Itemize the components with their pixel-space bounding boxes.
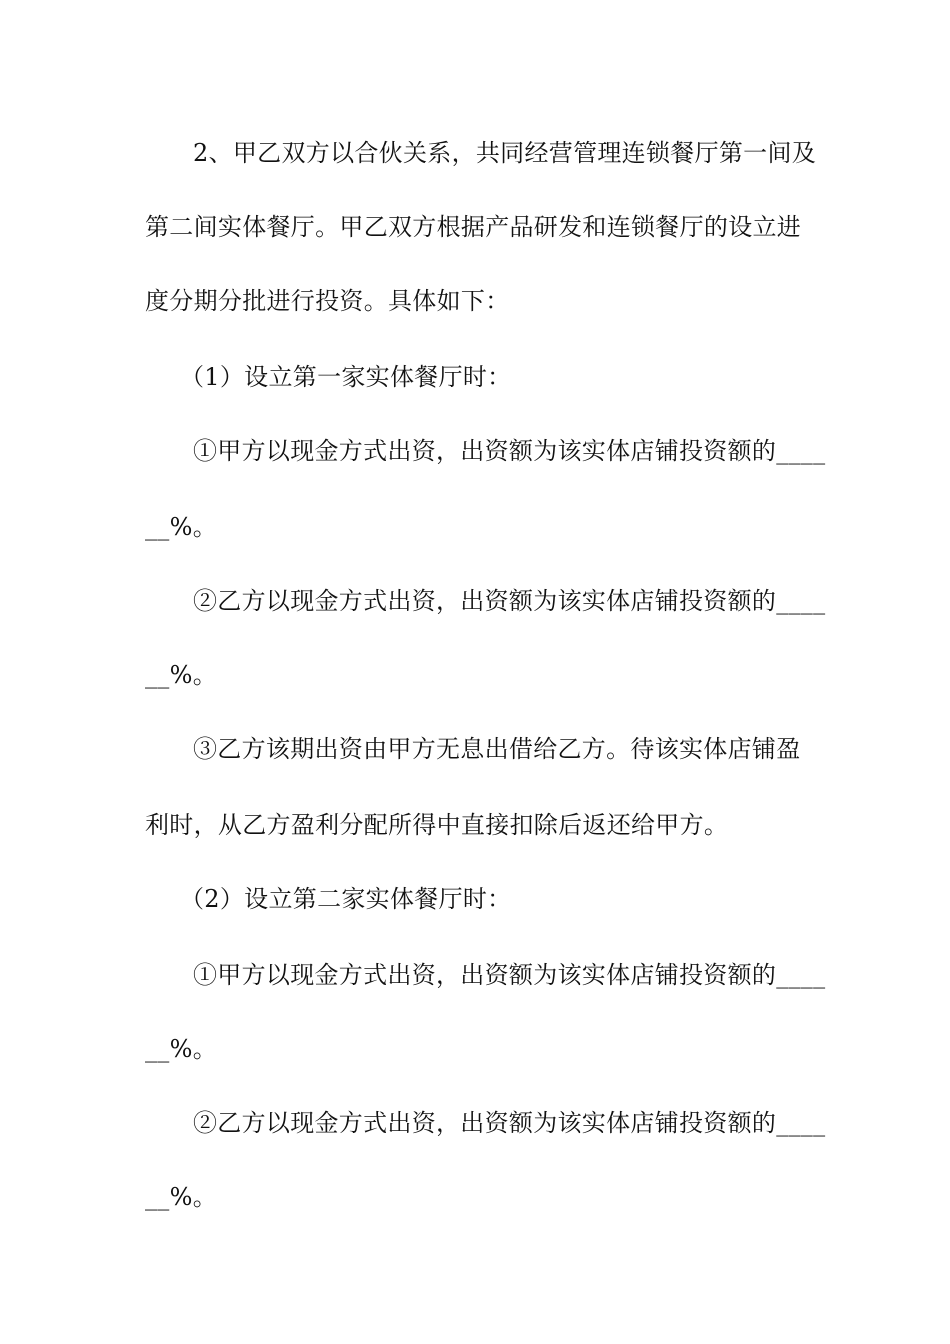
item-1-3-line-2: 利时，从乙方盈利分配所得中直接扣除后返还给甲方。	[145, 811, 729, 839]
item-1-2-line-1: ②乙方以现金方式出资，出资额为该实体店铺投资额的____	[193, 587, 826, 615]
paragraph-2-line-3: 度分期分批进行投资。具体如下：	[145, 287, 510, 315]
item-2-2-line-2: __%。	[145, 1183, 218, 1211]
item-2-1-line-2: __%。	[145, 1035, 218, 1063]
section-1-heading: （1）设立第一家实体餐厅时：	[180, 363, 512, 391]
section-2-heading: （2）设立第二家实体餐厅时：	[180, 885, 512, 913]
paragraph-2-line-1: 2、甲乙双方以合伙关系，共同经营管理连锁餐厅第一间及	[193, 139, 817, 167]
item-2-1-line-1: ①甲方以现金方式出资，出资额为该实体店铺投资额的____	[193, 961, 826, 989]
item-1-2-line-2: __%。	[145, 661, 218, 689]
item-1-1-line-2: __%。	[145, 513, 218, 541]
item-1-1-line-1: ①甲方以现金方式出资，出资额为该实体店铺投资额的____	[193, 437, 826, 465]
item-1-3-line-1: ③乙方该期出资由甲方无息出借给乙方。待该实体店铺盈	[193, 735, 801, 763]
paragraph-2-line-2: 第二间实体餐厅。甲乙双方根据产品研发和连锁餐厅的设立进	[145, 213, 802, 241]
item-2-2-line-1: ②乙方以现金方式出资，出资额为该实体店铺投资额的____	[193, 1109, 826, 1137]
